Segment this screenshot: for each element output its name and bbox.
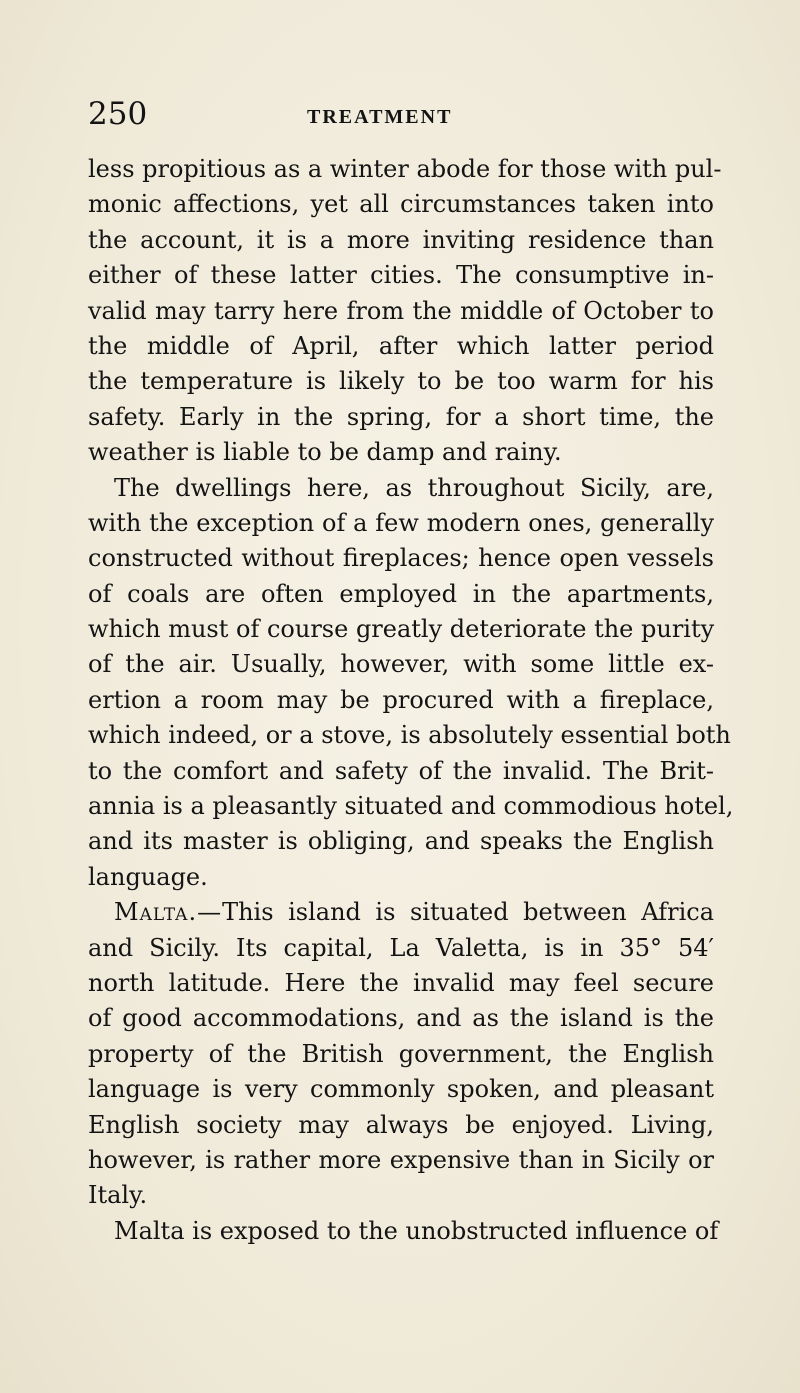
line-text: English society may always be enjoyed. Living, [88, 1110, 714, 1139]
text-line [88, 329, 714, 364]
text-line [88, 435, 714, 470]
line-text: however, is rather more expensive than in Sicily or [88, 1145, 714, 1174]
text-line [88, 931, 714, 966]
line-text: which must of course greatly deteriorate the purity [88, 615, 715, 644]
line-text: monic affections, yet all circumstances taken into [88, 190, 714, 219]
line-text: constructed without fireplaces; hence open vessels [88, 544, 714, 573]
text-line [88, 789, 734, 824]
text-line [88, 1108, 714, 1143]
line-text: and Sicily. Its capital, La Valetta, is in 35° 54′ [88, 933, 714, 962]
line-text: ertion a room may be procured with a fireplace, [88, 685, 714, 714]
line-text: Malta is exposed to the unobstructed influence of [114, 1216, 719, 1245]
text-line [88, 647, 714, 682]
text-line [88, 1037, 714, 1072]
line-text: the temperature is likely to be too warm for his [88, 367, 714, 396]
running-head: TREATMENT [307, 106, 453, 128]
line-text: This island is situated between Africa [222, 898, 714, 927]
text-line [88, 187, 714, 222]
line-text: annia is a pleasantly situated and commodious hotel, [88, 792, 734, 821]
line-text: safety. Early in the spring, for a short time, the [88, 402, 714, 431]
text-line [88, 718, 731, 753]
line-text: Italy. [88, 1181, 148, 1210]
line-text: with the exception of a few modern ones, generally [88, 508, 714, 537]
line-text: language is very commonly spoken, and pleasant [88, 1075, 714, 1104]
line-text: weather is liable to be damp and rainy. [88, 438, 562, 467]
line-text: to the comfort and safety of the invalid. The Brit- [88, 756, 714, 785]
text-line [88, 364, 714, 399]
text-line [88, 471, 714, 506]
line-text: language. [88, 862, 208, 891]
text-line [88, 541, 714, 576]
text-line [88, 754, 714, 789]
text-line [88, 152, 722, 187]
text-line [88, 1214, 719, 1249]
text-line [88, 1178, 714, 1213]
text-line [88, 1072, 714, 1107]
text-line [88, 612, 714, 647]
body-text [88, 152, 734, 1249]
text-line [88, 824, 714, 859]
text-line [88, 400, 714, 435]
text-line [88, 1143, 714, 1178]
line-text: either of these latter cities. The consumptive in- [88, 261, 714, 290]
section-lead: Malta.— [114, 898, 223, 927]
line-text: the account, it is a more inviting residence than [88, 225, 714, 254]
line-text: less propitious as a winter abode for those with pul- [88, 155, 722, 183]
line-text: north latitude. Here the invalid may feel secure [88, 968, 714, 997]
line-text: The dwellings here, as throughout Sicily, are, [114, 473, 714, 502]
text-line [88, 258, 714, 293]
text-line [88, 895, 714, 930]
page-number: 250 [88, 96, 148, 132]
text-line [88, 966, 714, 1001]
text-line [88, 683, 714, 718]
text-line [88, 1001, 714, 1036]
text-line [88, 294, 714, 329]
text-line [88, 506, 714, 541]
line-text: valid may tarry here from the middle of October to [88, 296, 714, 325]
text-line [88, 860, 714, 895]
line-text: and its master is obliging, and speaks the English [88, 827, 714, 856]
line-text: property of the British government, the English [88, 1039, 714, 1068]
line-text: of good accommodations, and as the island is the [88, 1004, 714, 1033]
text-line [88, 223, 714, 258]
text-line [88, 577, 714, 612]
line-text: of the air. Usually, however, with some little ex- [88, 650, 714, 679]
line-text: which indeed, or a stove, is absolutely essential both [88, 721, 731, 750]
line-text: of coals are often employed in the apartments, [88, 579, 714, 608]
line-text: the middle of April, after which latter period [88, 331, 714, 360]
